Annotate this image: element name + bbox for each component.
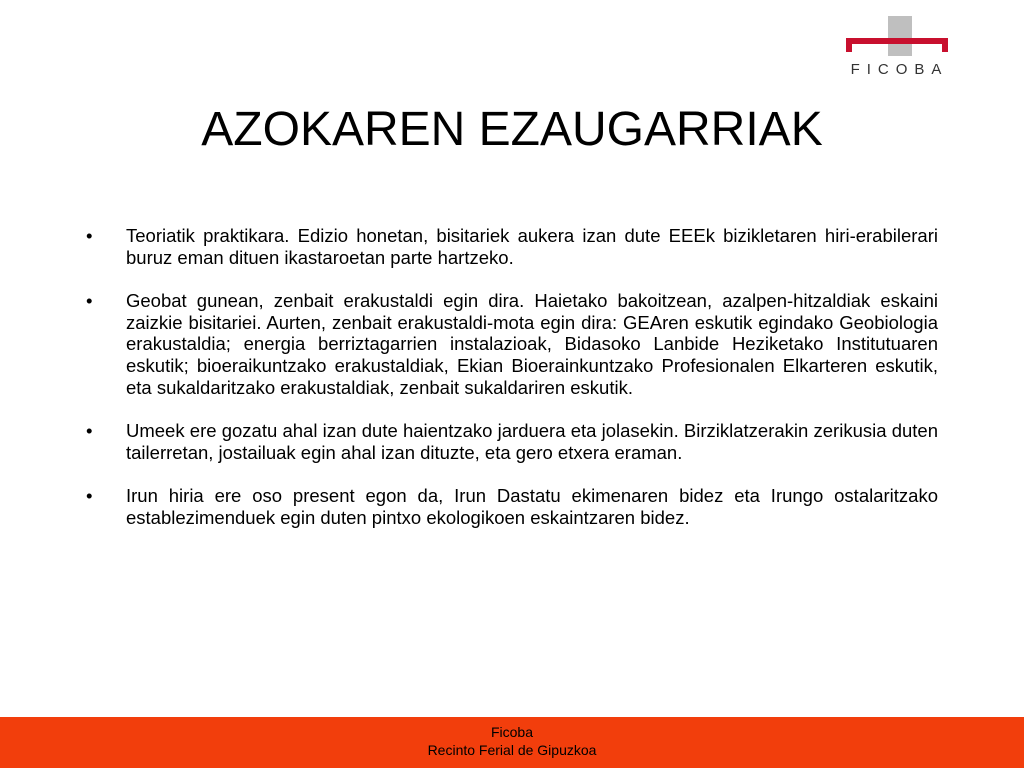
list-item bbox=[86, 225, 938, 268]
page-title: AZOKAREN EZAUGARRIAK bbox=[201, 103, 823, 156]
footer-bar bbox=[0, 717, 1024, 768]
list-item bbox=[86, 290, 938, 398]
bullet-icon: • bbox=[86, 485, 93, 507]
bullet-text: Teoriatik praktikara. Edizio honetan, bisitariek aukera izan dute EEEk bizikletaren hiri-erabilerari buruz eman dituen ikastaroetan parte hartzeko. bbox=[126, 225, 938, 268]
bullet-icon: • bbox=[86, 290, 93, 312]
ficoba-logo-mark bbox=[840, 16, 952, 60]
ficoba-logo-text: FICOBA bbox=[850, 61, 949, 78]
ficoba-logo bbox=[840, 16, 952, 82]
bullet-icon: • bbox=[86, 420, 93, 442]
list-item bbox=[86, 485, 938, 528]
bullet-text: Umeek ere gozatu ahal izan dute haientzako jarduera eta jolasekin. Birziklatzerakin zerikusia duten tailerretan, jostailuak egin ahal izan dituzte, eta gero etxera eraman. bbox=[126, 420, 938, 463]
footer-organization: Ficoba bbox=[490, 724, 534, 740]
bullet-text: Irun hiria ere oso present egon da, Irun Dastatu ekimenaren bidez eta Irungo ostalaritzako establezimenduek egin duten pintxo ekologikoen eskaintzaren bidez. bbox=[126, 485, 938, 528]
bullet-icon: • bbox=[86, 225, 93, 246]
footer-venue: Recinto Ferial de Gipuzkoa bbox=[427, 742, 597, 758]
bullet-text: Geobat gunean, zenbait erakustaldi egin dira. Haietako bakoitzean, azalpen-hitzaldiak eskaini zaizkie bisitariei. Aurten, zenbait erakustaldi-mota egin dira: GEAren eskutik egindako Geobiologia erakustaldia; energia berriztagarrien instalazioak, Bidasoko Lanbide Heziketako Institutuaren eskutik; bioeraikuntzako erakustaldiak, Ekian Bioerainkuntzako Profesionalen Elkarteren eskutik, eta sukaldaritzako erakustaldiak, zenbait sukaldariren eskutik. bbox=[126, 290, 938, 398]
bullet-list bbox=[86, 225, 938, 551]
list-item bbox=[86, 420, 938, 463]
